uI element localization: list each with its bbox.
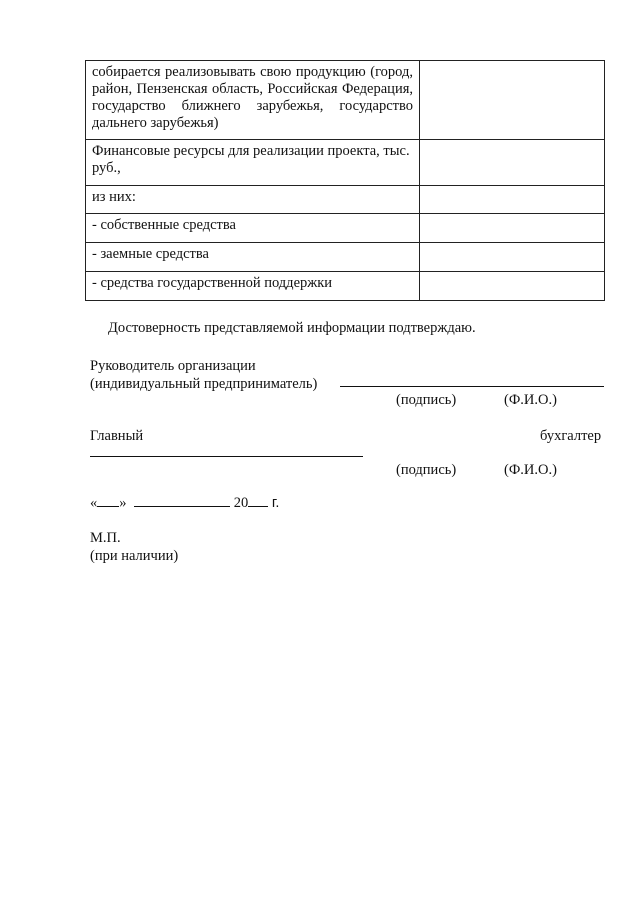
confirmation-text: Достоверность представляемой информации подтверждаю. [108, 320, 476, 336]
accountant-signature-line [90, 456, 363, 457]
accountant-title-word2: бухгалтер [540, 428, 602, 444]
table-row [86, 61, 605, 140]
accountant-name-caption: (Ф.И.О.) [504, 462, 557, 478]
table-row [86, 214, 605, 243]
table-cell-value [420, 140, 605, 186]
table-cell-value [420, 186, 605, 214]
head-name-caption: (Ф.И.О.) [504, 392, 557, 408]
table-row [86, 140, 605, 186]
year-prefix: 20 [233, 495, 249, 511]
table-cell-label: - средства государственной поддержки [86, 272, 420, 301]
date-close-quote: » [119, 495, 127, 511]
stamp-label: М.П. [90, 530, 121, 546]
table-cell-label: - заемные средства [86, 243, 420, 272]
table-cell-value [420, 243, 605, 272]
accountant-signature-caption: (подпись) [396, 462, 457, 478]
table-cell-label: из них: [86, 186, 420, 214]
head-signature-caption: (подпись) [396, 392, 457, 408]
year-blank [248, 494, 268, 507]
head-title-line1: Руководитель организации [90, 358, 256, 374]
date-open-quote: « [90, 495, 98, 511]
head-signature-line [340, 386, 604, 387]
stamp-note: (при наличии) [90, 548, 179, 564]
table-row [86, 272, 605, 301]
table-row [86, 243, 605, 272]
table-cell-label: собирается реализовывать свою продукцию (город, район, Пензенская область, Российская Федерация, государство ближнего зарубежья, государство дальнего зарубежья) [86, 61, 420, 140]
month-blank [134, 494, 230, 507]
table-cell-value [420, 272, 605, 301]
table-cell-label: - собственные средства [86, 214, 420, 243]
table-row [86, 186, 605, 214]
table-cell-value [420, 61, 605, 140]
year-suffix: г. [271, 495, 280, 511]
date-line [90, 494, 279, 512]
table-cell-label: Финансовые ресурсы для реализации проекта, тыс. руб., [86, 140, 420, 186]
accountant-title-word1: Главный [90, 428, 144, 444]
head-title-line2: (индивидуальный предприниматель) [90, 376, 318, 392]
day-blank [97, 494, 119, 507]
project-info-table [85, 60, 605, 301]
table-cell-value [420, 214, 605, 243]
